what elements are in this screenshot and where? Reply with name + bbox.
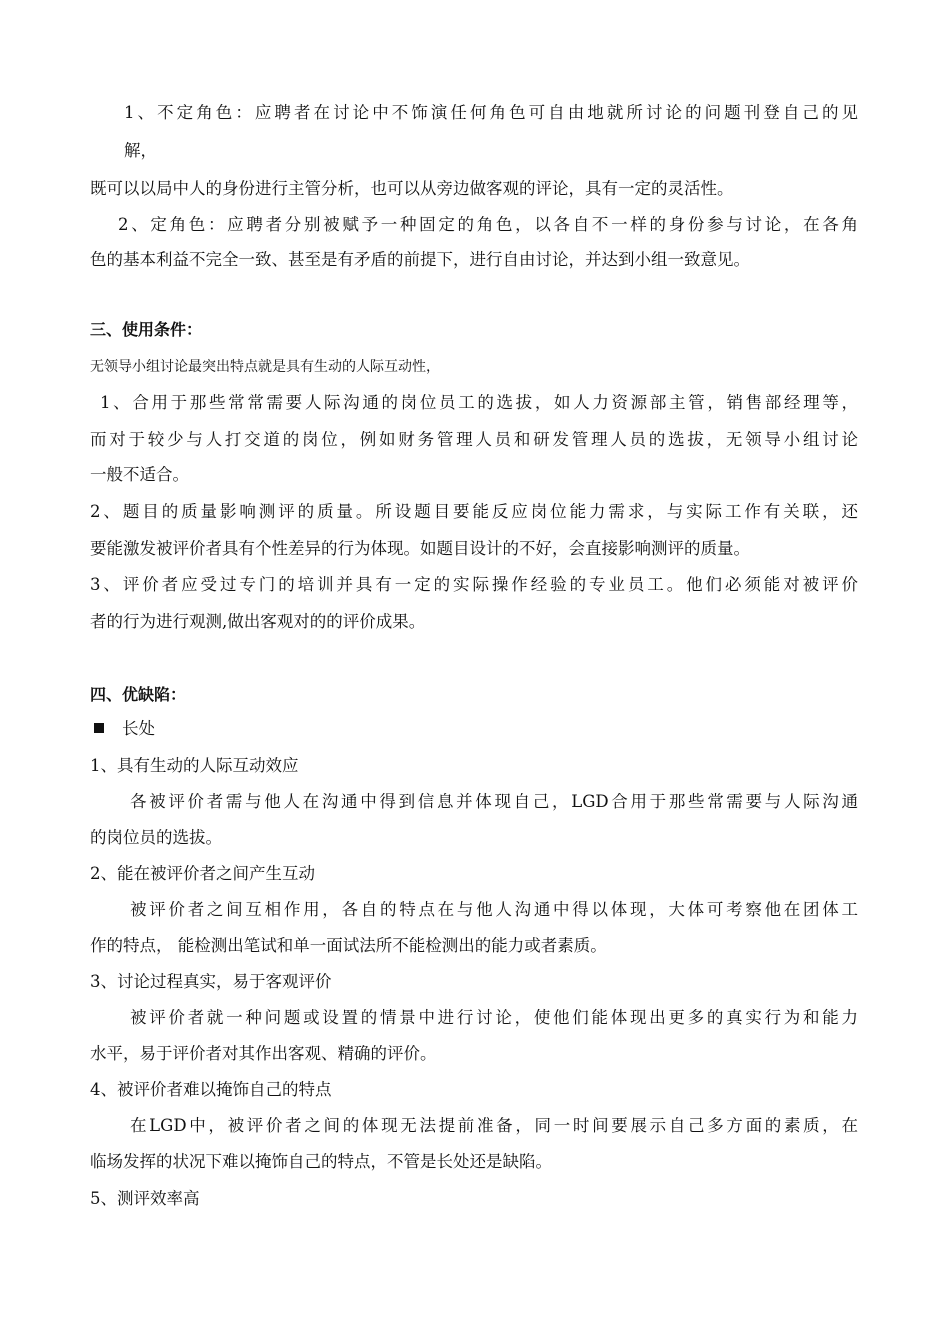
pro-5-title: 5、测评效率高 — [90, 1189, 200, 1208]
role-item-2-line-1: 2、定角色：应聘者分别被赋予一种固定的角色，以各自不一样的身份参与讨论，在各角 — [118, 215, 858, 234]
pro-3-line-2: 水平，易于评价者对其作出客观、精确的评价。 — [90, 1044, 437, 1063]
role-item-1-line-3: 既可以以局中人的身份进行主管分析，也可以从旁边做客观的评论，具有一定的灵活性。 — [90, 179, 734, 198]
pro-1-line-2: 的岗位员的选拔。 — [90, 828, 222, 847]
pro-1-line-1: 各被评价者需与他人在沟通中得到信息并体现自己，LGD合用于那些常需要与人际沟通 — [130, 792, 858, 811]
section-heading-conditions: 三、使用条件： — [90, 320, 203, 339]
pro-1-title: 1、具有生动的人际互动效应 — [90, 756, 299, 775]
condition-1-line-2: 而对于较少与人打交道的岗位，例如财务管理人员和研发管理人员的选拔，无领导小组讨论 — [90, 430, 858, 449]
pro-2-line-2: 作的特点， 能检测出笔试和单一面试法所不能检测出的能力或者素质。 — [90, 936, 607, 955]
pro-4-line-1: 在LGD中，被评价者之间的体现无法提前准备，同一时间要展示自己多方面的素质，在 — [130, 1116, 858, 1135]
pro-4-title: 4、被评价者难以掩饰自己的特点 — [90, 1080, 332, 1099]
conditions-intro: 无领导小组讨论最突出特点就是具有生动的人际互动性， — [90, 359, 440, 375]
pro-3-line-1: 被评价者就一种问题或设置的情景中进行讨论，使他们能体现出更多的真实行为和能力 — [130, 1008, 858, 1027]
condition-2-line-1: 2、题目的质量影响测评的质量。所设题目要能反应岗位能力需求，与实际工作有关联，还 — [90, 502, 858, 521]
condition-3-line-2: 者的行为进行观测,做出客观对的的评价成果。 — [90, 612, 426, 631]
pros-label-row — [94, 717, 874, 741]
pro-3-title: 3、讨论过程真实，易于客观评价 — [90, 972, 332, 991]
square-bullet-icon — [94, 723, 104, 733]
pros-label: 长处 — [122, 719, 155, 738]
condition-3-line-1: 3、评价者应受过专门的培训并具有一定的实际操作经验的专业员工。他们必须能对被评价 — [90, 575, 858, 594]
pro-2-title: 2、能在被评价者之间产生互动 — [90, 864, 315, 883]
pro-4-line-2: 临场发挥的状况下难以掩饰自己的特点，不管是长处还是缺陷。 — [90, 1152, 552, 1171]
section-heading-pros-cons: 四、优缺陷： — [90, 685, 187, 704]
role-item-1-line-2: 解， — [124, 141, 157, 160]
pro-2-line-1: 被评价者之间互相作用，各自的特点在与他人沟通中得以体现，大体可考察他在团体工 — [130, 900, 858, 919]
condition-2-line-2: 要能激发被评价者具有个性差异的行为体现。如题目设计的不好，会直接影响测评的质量。 — [90, 539, 750, 558]
condition-1-line-1: 1、合用于那些常常需要人际沟通的岗位员工的选拔，如人力资源部主管，销售部经理等， — [100, 393, 858, 412]
role-item-2-line-2: 色的基本利益不完全一致、甚至是有矛盾的前提下，进行自由讨论，并达到小组一致意见。 — [90, 250, 750, 269]
role-item-1-line-1: 1、不定角色：应聘者在讨论中不饰演任何角色可自由地就所讨论的问题刊登自己的见 — [124, 103, 858, 122]
condition-1-line-3: 一般不适合。 — [90, 465, 189, 484]
